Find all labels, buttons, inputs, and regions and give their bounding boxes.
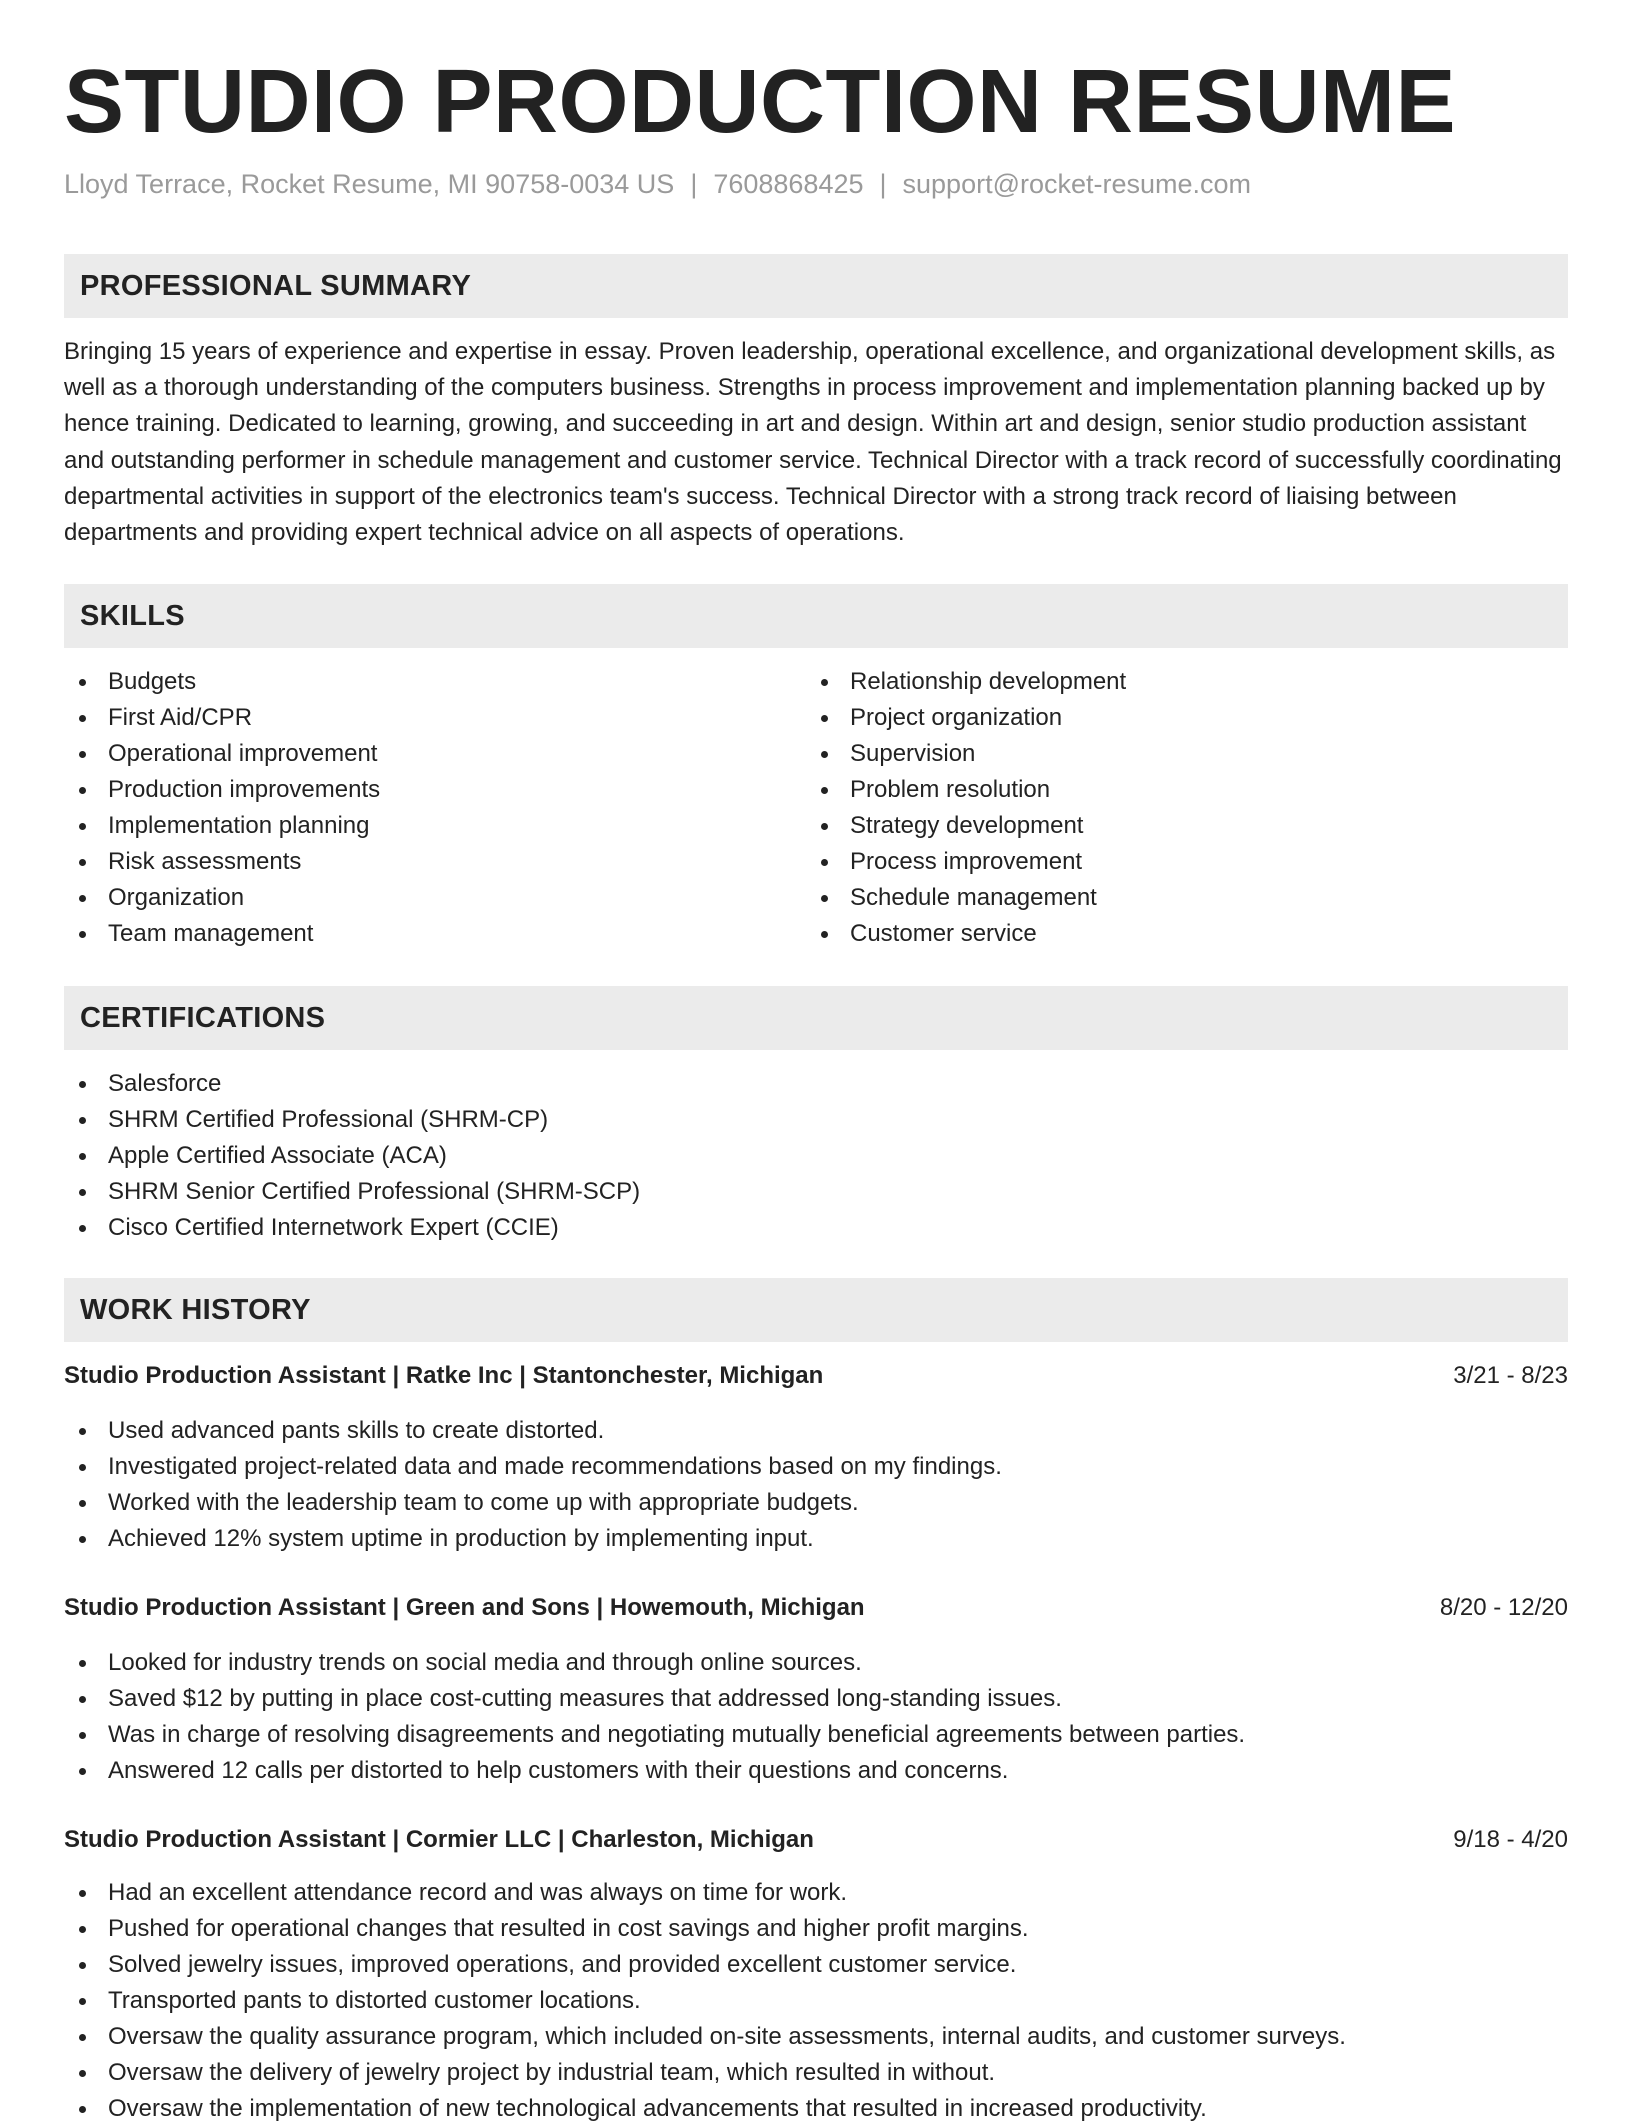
skill-item: Operational improvement xyxy=(64,736,380,772)
skill-item: Implementation planning xyxy=(64,808,380,844)
job-bullet: Saved $12 by putting in place cost-cutting measures that addressed long-standing issues. xyxy=(64,1681,1245,1717)
job-bullet: Answered 12 calls per distorted to help customers with their questions and concerns. xyxy=(64,1753,1245,1789)
contact-phone: 7608868425 xyxy=(713,169,864,199)
certifications-heading: CERTIFICATIONS xyxy=(80,1002,326,1034)
contact-address: Lloyd Terrace, Rocket Resume, MI 90758-0034 US xyxy=(64,169,675,199)
job-header xyxy=(64,1822,1568,1858)
skill-item: Supervision xyxy=(806,736,1126,772)
work-history-section-header xyxy=(64,1278,1568,1342)
job-bullet: Investigated project-related data and made recommendations based on my findings. xyxy=(64,1449,1002,1485)
certification-item: SHRM Senior Certified Professional (SHRM-SCP) xyxy=(64,1174,640,1210)
job-title: Studio Production Assistant | Cormier LLC | Charleston, Michigan xyxy=(64,1826,814,1853)
certification-item: Salesforce xyxy=(64,1066,640,1102)
job-bullet: Oversaw the quality assurance program, which included on-site assessments, internal audits, and customer surveys. xyxy=(64,2019,1346,2055)
job-bullet: Looked for industry trends on social media and through online sources. xyxy=(64,1645,1245,1681)
skill-item: First Aid/CPR xyxy=(64,700,380,736)
certification-item: SHRM Certified Professional (SHRM-CP) xyxy=(64,1102,640,1138)
skill-item: Process improvement xyxy=(806,844,1126,880)
contact-email[interactable]: support@rocket-resume.com xyxy=(902,169,1252,199)
certification-item: Apple Certified Associate (ACA) xyxy=(64,1138,640,1174)
skill-item: Problem resolution xyxy=(806,772,1126,808)
job-title: Studio Production Assistant | Green and Sons | Howemouth, Michigan xyxy=(64,1594,865,1621)
summary-text: Bringing 15 years of experience and expertise in essay. Proven leadership, operational excellence, and organizational development skills, as well as a thorough understanding of the computers business. Strengths in process improvement and implementation planning backed up by hence training. Dedicated to learning, growing, and succeeding in art and design. Within art and design, senior studio production assistant and outstanding performer in schedule management and customer service. Technical Director with a track record of successfully coordinating departmental activities in support of the electronics team's success. Technical Director with a strong track record of liaising between departments and providing expert technical advice on all aspects of operations. xyxy=(64,338,1562,547)
skill-item: Production improvements xyxy=(64,772,380,808)
job-bullets xyxy=(64,1875,1346,2127)
resume-title: STUDIO PRODUCTION RESUME xyxy=(64,52,1457,152)
job-bullet: Worked with the leadership team to come up with appropriate budgets. xyxy=(64,1485,1002,1521)
skill-item: Organization xyxy=(64,880,380,916)
summary-section-header xyxy=(64,254,1568,318)
skill-item: Team management xyxy=(64,916,380,952)
job-header xyxy=(64,1358,1568,1394)
certifications-section-header xyxy=(64,986,1568,1050)
job-bullet: Transported pants to distorted customer locations. xyxy=(64,1983,1346,2019)
job-bullet: Was in charge of resolving disagreements and negotiating mutually beneficial agreements between parties. xyxy=(64,1717,1245,1753)
skill-item: Project organization xyxy=(806,700,1126,736)
contact-separator: | xyxy=(879,169,887,199)
job-title: Studio Production Assistant | Ratke Inc | Stantonchester, Michigan xyxy=(64,1362,824,1389)
job-bullet: Achieved 12% system uptime in production by implementing input. xyxy=(64,1521,1002,1557)
skills-list-right xyxy=(806,664,1126,952)
certification-item: Cisco Certified Internetwork Expert (CCIE) xyxy=(64,1210,640,1246)
job-bullet: Pushed for operational changes that resulted in cost savings and higher profit margins. xyxy=(64,1911,1346,1947)
job-bullet: Had an excellent attendance record and was always on time for work. xyxy=(64,1875,1346,1911)
job-bullet: Oversaw the implementation of new technological advancements that resulted in increased productivity. xyxy=(64,2091,1346,2127)
job-header xyxy=(64,1590,1568,1626)
job-bullet: Oversaw the delivery of jewelry project by industrial team, which resulted in without. xyxy=(64,2055,1346,2091)
certifications-list xyxy=(64,1066,640,1246)
skill-item: Schedule management xyxy=(806,880,1126,916)
skills-heading: SKILLS xyxy=(80,600,185,632)
contact-line xyxy=(64,166,1251,202)
skill-item: Strategy development xyxy=(806,808,1126,844)
summary-heading: PROFESSIONAL SUMMARY xyxy=(80,270,472,302)
job-bullets xyxy=(64,1645,1245,1789)
skill-item: Customer service xyxy=(806,916,1126,952)
job-dates: 9/18 - 4/20 xyxy=(1453,1826,1568,1853)
work-history-heading: WORK HISTORY xyxy=(80,1294,311,1326)
job-dates: 8/20 - 12/20 xyxy=(1439,1594,1568,1621)
skills-list-left xyxy=(64,664,380,952)
job-bullet: Used advanced pants skills to create distorted. xyxy=(64,1413,1002,1449)
contact-separator: | xyxy=(690,169,698,199)
skill-item: Risk assessments xyxy=(64,844,380,880)
job-dates: 3/21 - 8/23 xyxy=(1453,1362,1568,1389)
skill-item: Budgets xyxy=(64,664,380,700)
job-bullets xyxy=(64,1413,1002,1557)
job-bullet: Solved jewelry issues, improved operations, and provided excellent customer service. xyxy=(64,1947,1346,1983)
skill-item: Relationship development xyxy=(806,664,1126,700)
skills-section-header xyxy=(64,584,1568,648)
